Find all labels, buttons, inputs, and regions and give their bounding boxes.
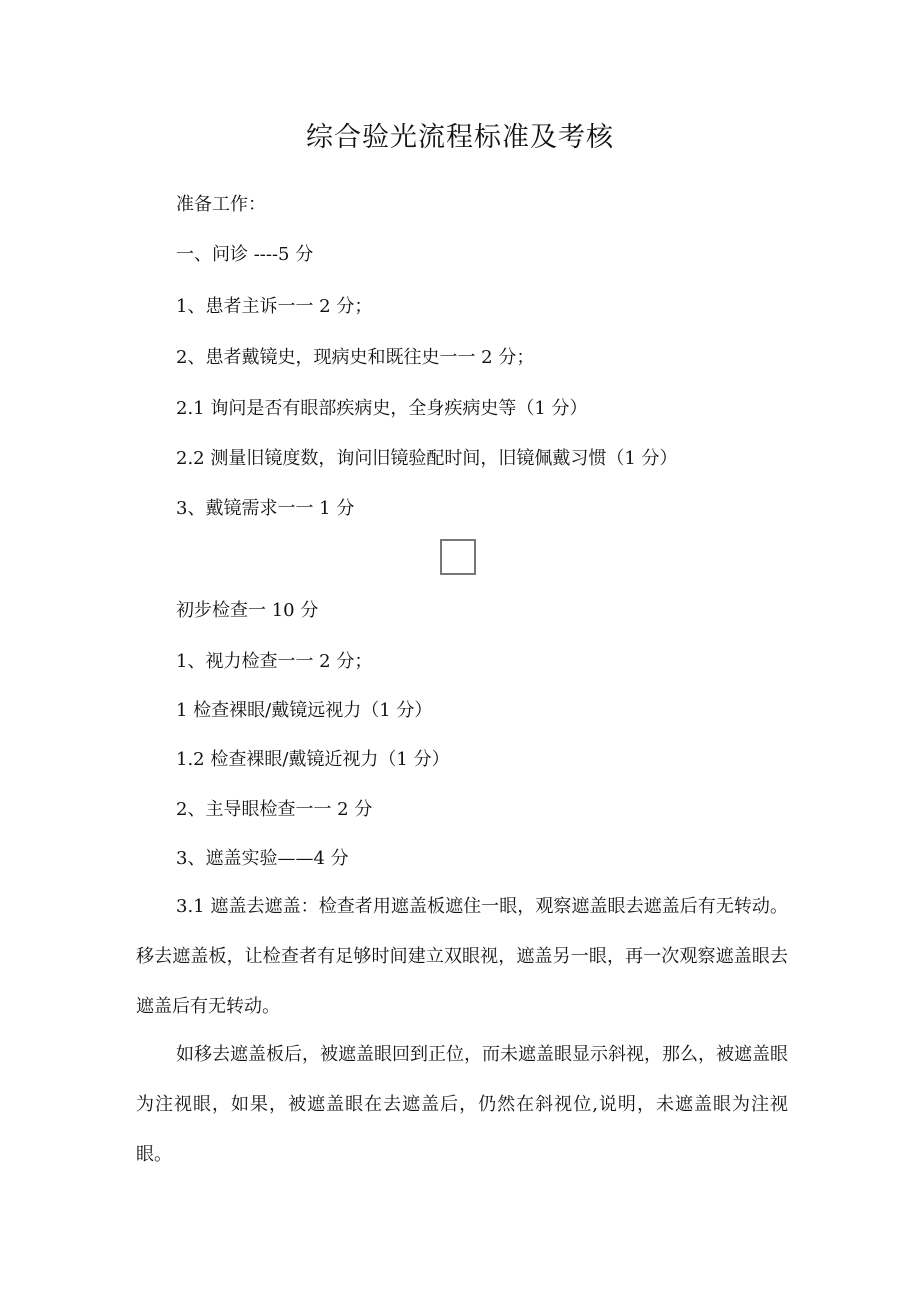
list-item: 2、患者戴镜史，现病史和既往史一一 2 分； bbox=[176, 347, 535, 368]
list-item: 3、戴镜需求一一 1 分 bbox=[176, 498, 355, 519]
list-item: 2.1 询问是否有眼部疾病史，全身疾病史等（1 分） bbox=[176, 398, 588, 419]
paragraph-cover-uncover: 3.1 遮盖去遮盖：检查者用遮盖板遮住一眼，观察遮盖眼去遮盖后有无转动。移去遮盖板，让检查者有足够时间建立双眼视，遮盖另一眼，再一次观察遮盖眼去遮盖后有无转动。 bbox=[136, 896, 788, 1017]
paragraph-fixation-eye: 如移去遮盖板后，被遮盖眼回到正位，而未遮盖眼显示斜视，那么，被遮盖眼为注视眼，如果，被遮盖眼在去遮盖后，仍然在斜视位,说明，未遮盖眼为注视眼。 bbox=[136, 1044, 788, 1165]
checkbox[interactable] bbox=[440, 539, 476, 575]
section-heading-preliminary-exam: 初步检查一 10 分 bbox=[176, 600, 319, 621]
list-item: 2.2 测量旧镜度数，询问旧镜验配时间，旧镜佩戴习惯（1 分） bbox=[176, 448, 678, 469]
list-item: 1、患者主诉一一 2 分； bbox=[176, 296, 373, 317]
list-item: 1 检查裸眼/戴镜远视力（1 分） bbox=[176, 700, 433, 721]
list-item: 1、视力检查一一 2 分； bbox=[176, 651, 373, 672]
list-item: 3、遮盖实验——4 分 bbox=[176, 848, 349, 869]
section-heading-inquiry: 一、问诊 ----5 分 bbox=[176, 244, 314, 265]
list-item: 2、主导眼检查一一 2 分 bbox=[176, 799, 373, 820]
section-heading-preparation: 准备工作： bbox=[176, 194, 266, 215]
list-item: 1.2 检查裸眼/戴镜近视力（1 分） bbox=[176, 749, 450, 770]
page-title: 综合验光流程标准及考核 bbox=[306, 122, 614, 153]
